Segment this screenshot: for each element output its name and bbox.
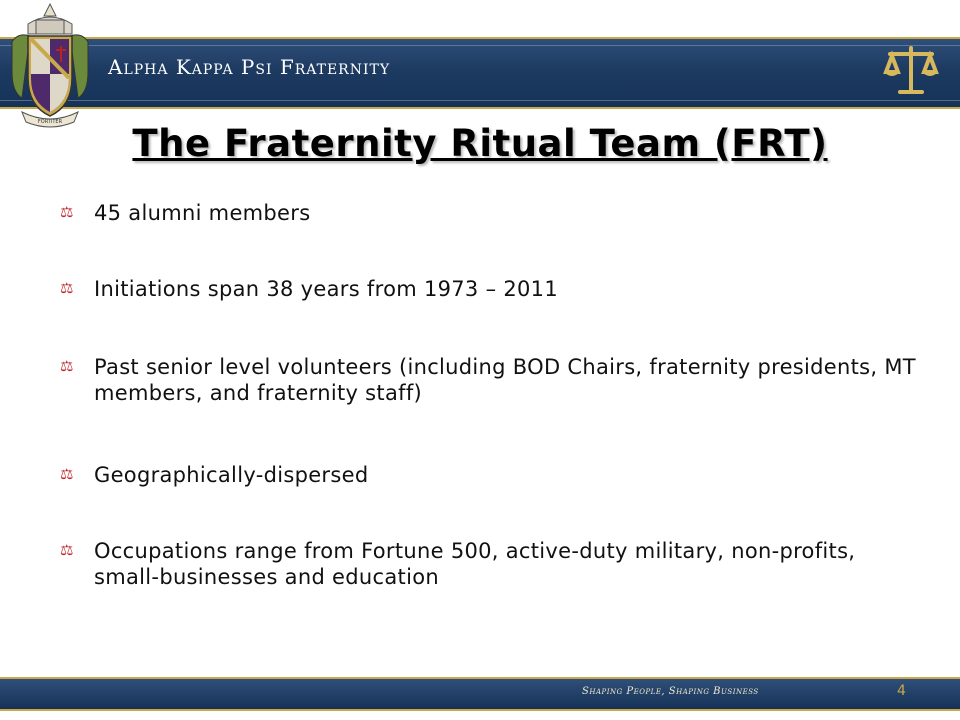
scales-bullet-icon: ⚖ xyxy=(60,541,74,559)
org-name: Alpha Kappa Psi Fraternity xyxy=(108,55,391,79)
crest-icon xyxy=(8,2,92,132)
list-item xyxy=(60,200,920,226)
list-item xyxy=(60,276,920,302)
bullet-text: Occupations range from Fortune 500, active-duty military, non-profits, small-businesses and education xyxy=(94,539,856,589)
page-number: 4 xyxy=(897,683,906,699)
scales-icon xyxy=(882,42,940,96)
footer-tagline: Shaping People, Shaping Business xyxy=(582,686,759,697)
header-rule xyxy=(0,100,960,101)
footer-band xyxy=(0,677,960,711)
list-item xyxy=(60,462,920,488)
scales-bullet-icon: ⚖ xyxy=(60,203,74,221)
list-item xyxy=(60,538,920,590)
list-item xyxy=(60,354,920,406)
bullet-text: Geographically-dispersed xyxy=(94,463,369,487)
scales-bullet-icon: ⚖ xyxy=(60,279,74,297)
bullet-text: Initiations span 38 years from 1973 – 2011 xyxy=(94,277,558,301)
scales-bullet-icon: ⚖ xyxy=(60,357,74,375)
bullet-text: 45 alumni members xyxy=(94,201,311,225)
slide-title: The Fraternity Ritual Team (FRT) xyxy=(132,122,828,165)
crest-motto: FORTITER xyxy=(37,119,63,125)
header-rule xyxy=(0,45,960,46)
scales-bullet-icon: ⚖ xyxy=(60,465,74,483)
bullet-text: Past senior level volunteers (including BOD Chairs, fraternity presidents, MT members, and fraternity staff) xyxy=(94,355,916,405)
